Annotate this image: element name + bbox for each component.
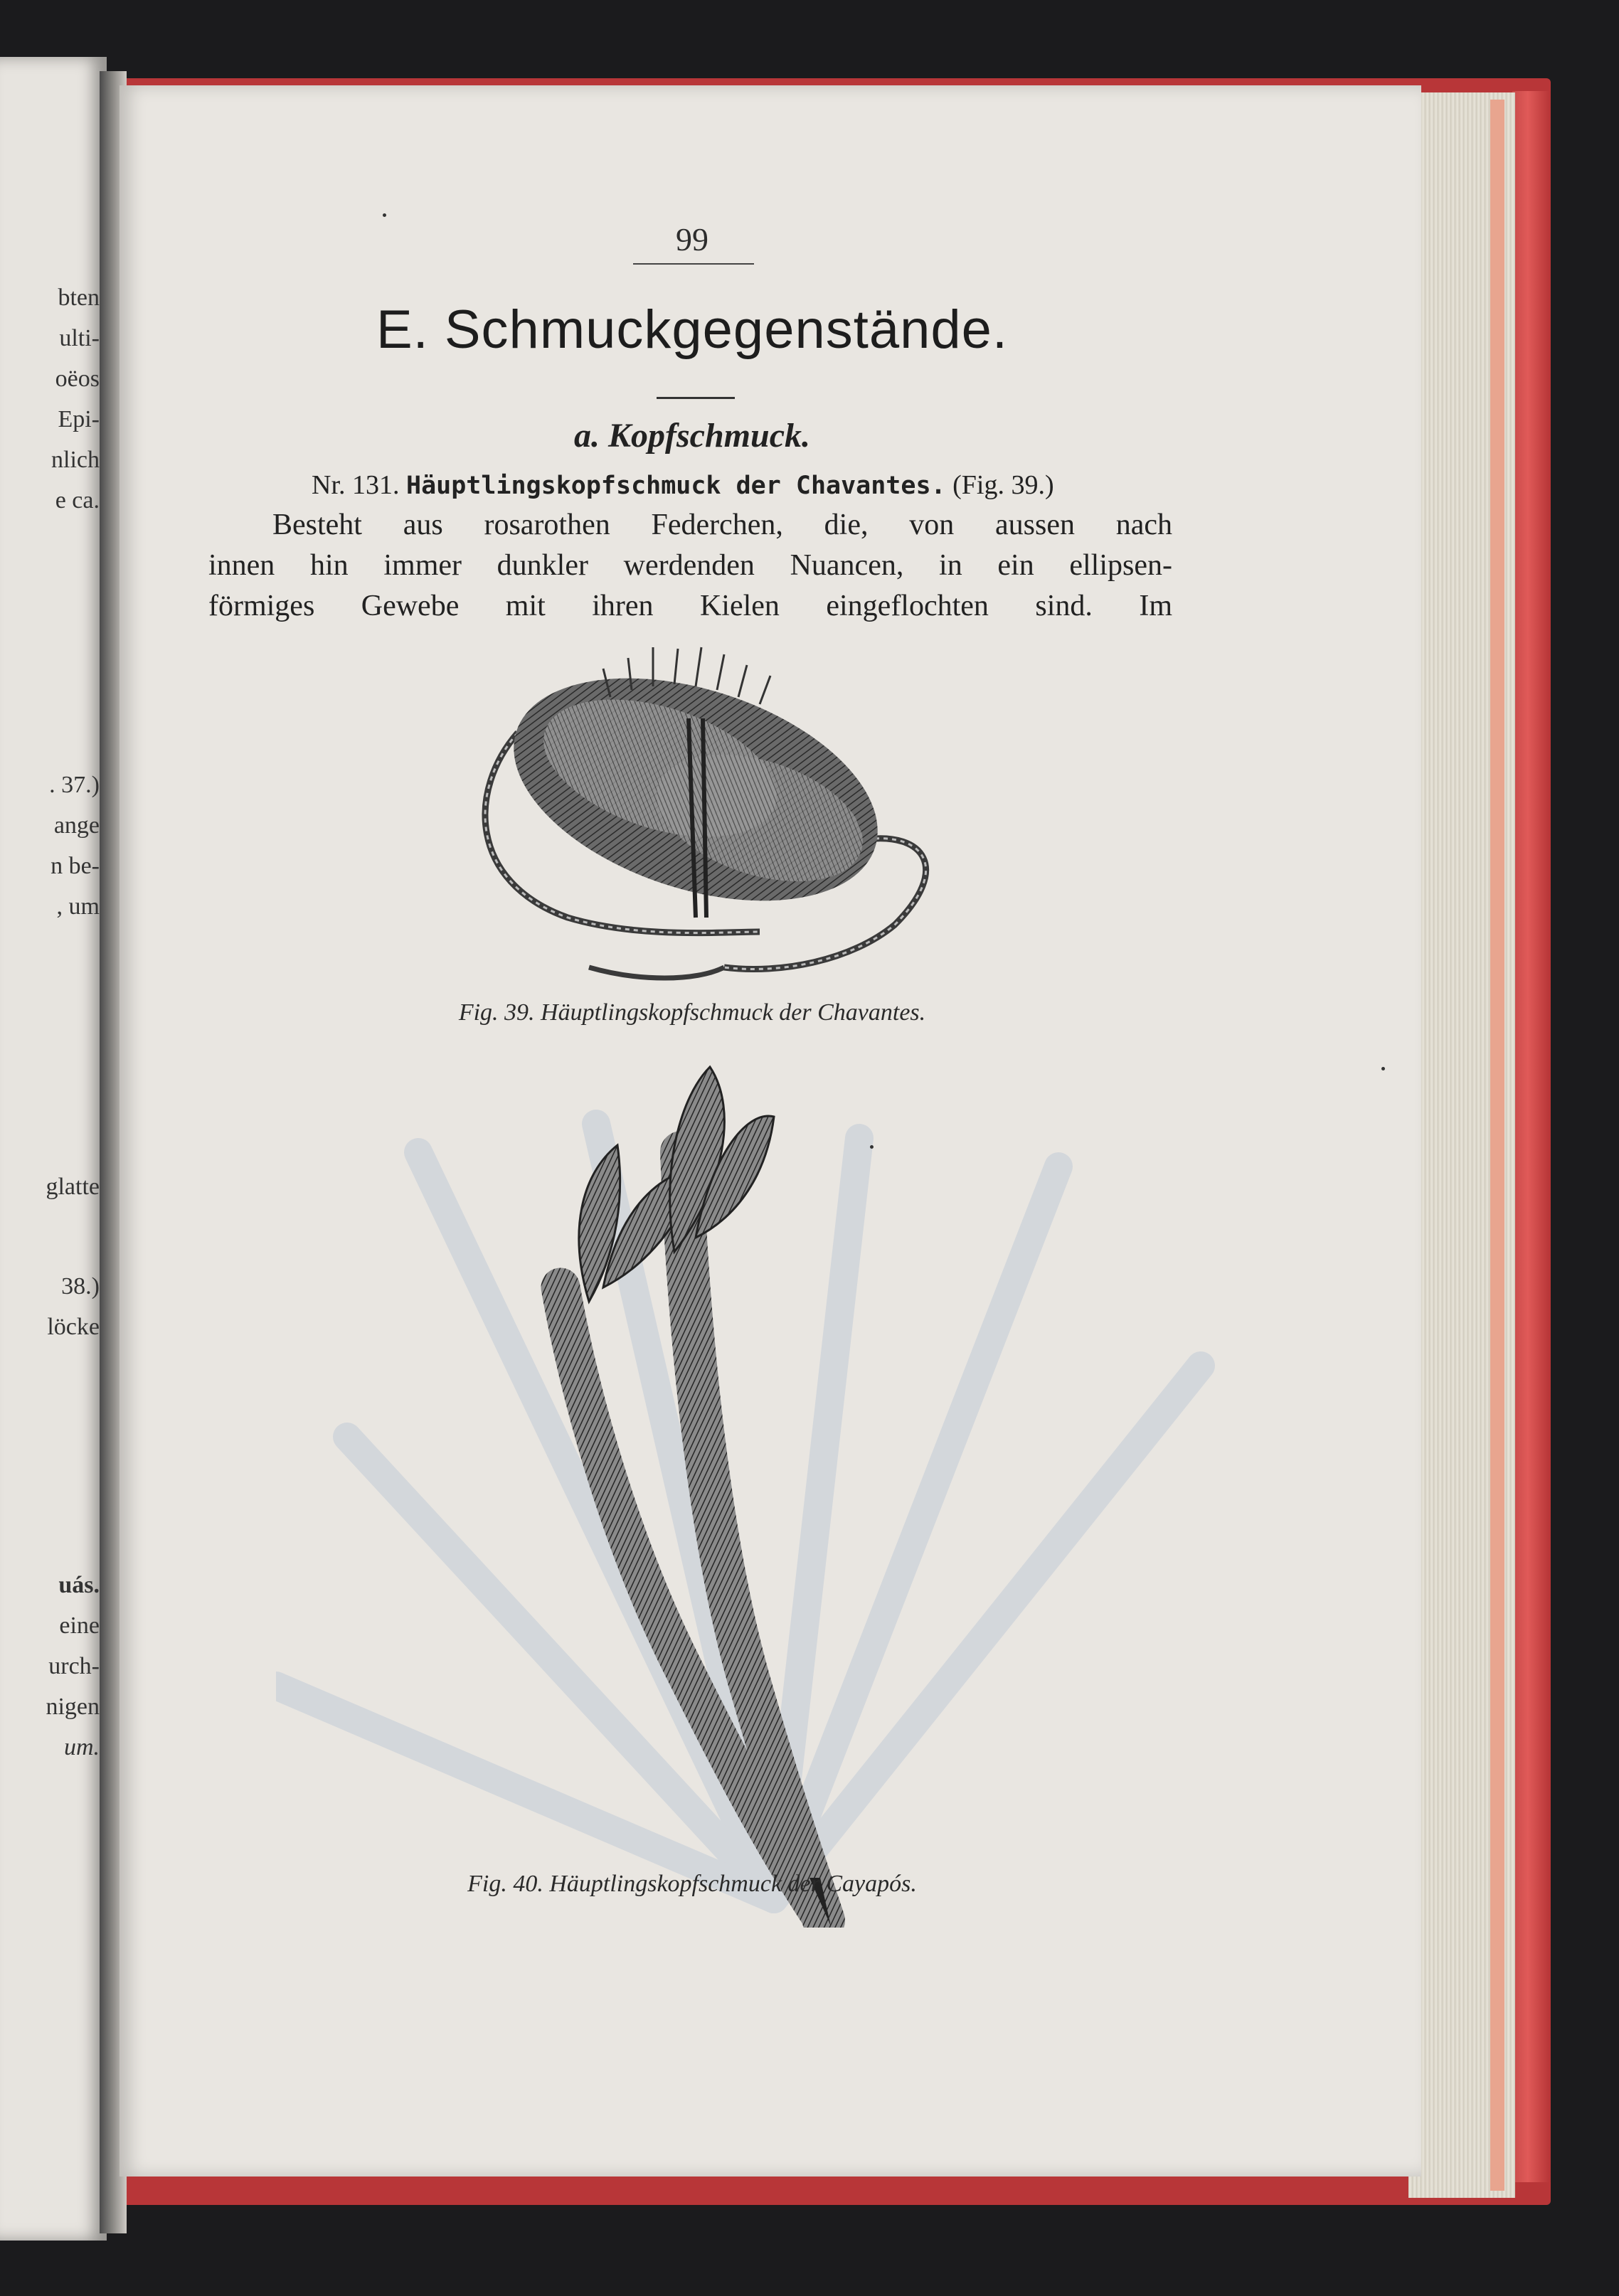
left-fragment: löcke — [47, 1314, 100, 1340]
item-fig-ref: (Fig. 39.) — [952, 470, 1054, 500]
left-fragment: bten — [58, 285, 100, 311]
left-fragment: , um — [56, 893, 100, 920]
page-number-rule — [633, 263, 754, 265]
left-fragment: uás. — [58, 1572, 100, 1598]
left-fragment: n be- — [51, 853, 100, 879]
left-fragment: glatte — [46, 1174, 100, 1200]
body-line: Besteht aus rosarothen Federchen, die, von aussen nach — [272, 509, 1172, 541]
title-rule — [657, 397, 735, 399]
page-edge-tint — [1490, 100, 1504, 2191]
paper-speck — [870, 1145, 874, 1149]
figure-39-caption: Fig. 39. Häuptlingskopfschmuck der Chavantes. — [458, 999, 926, 1026]
left-fragment: ange — [53, 812, 100, 839]
left-fragment: urch- — [48, 1653, 100, 1679]
body-paragraph — [208, 505, 1172, 627]
feather-headdress-illustration — [425, 633, 1066, 996]
section-title: E. Schmuckgegenstände. — [376, 299, 1009, 360]
figure-40-caption: Fig. 40. Häuptlingskopfschmuck der Cayapós. — [467, 1871, 917, 1897]
feather-plume-illustration — [539, 1053, 866, 1928]
body-line: innen hin immer dunkler werdenden Nuancen, in ein ellipsen- — [208, 549, 1172, 582]
left-fragment: nlich — [51, 447, 100, 473]
left-fragment: eine — [59, 1612, 100, 1639]
left-fragment: um. — [63, 1734, 100, 1760]
left-fragment: oëos — [55, 366, 100, 392]
left-fragment: Epi- — [58, 406, 100, 432]
cover-edge — [1512, 91, 1551, 2182]
left-fragment: 38.) — [61, 1273, 100, 1300]
main-page — [120, 85, 1421, 2177]
left-fragment: nigen — [46, 1694, 100, 1720]
item-name: Häuptlingskopfschmuck der Chavantes. — [406, 472, 946, 500]
left-fragment: . 37.) — [49, 772, 100, 798]
subsection-title: a. Kopfschmuck. — [573, 417, 810, 455]
body-line: förmiges Gewebe mit ihren Kielen eingeflochten sind. Im — [208, 590, 1172, 622]
left-fragment: e ca. — [55, 487, 100, 514]
item-number: Nr. 131. — [312, 470, 400, 500]
left-fragment: ulti- — [59, 325, 100, 351]
left-page — [0, 57, 107, 2241]
paper-speck — [1381, 1067, 1385, 1070]
paper-speck — [383, 213, 386, 217]
item-heading — [312, 469, 1054, 501]
page-number: 99 — [676, 221, 708, 257]
